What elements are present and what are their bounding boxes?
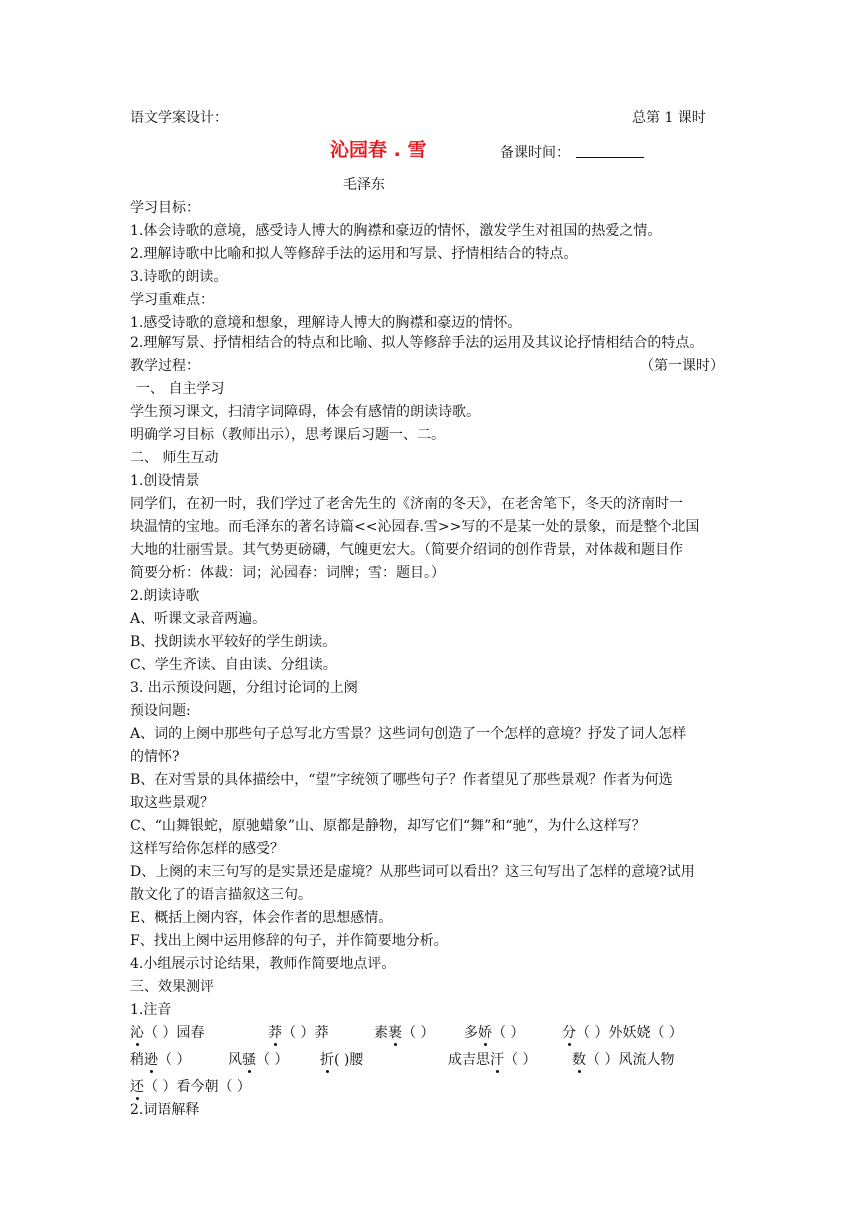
question-line: D、上阕的末三句写的是实景还是虚境？从那些词可以看出？这三句写出了怎样的意境?试用 [130, 864, 695, 880]
pinyin-item [374, 1024, 434, 1042]
pinyin-prefix: 多 [464, 1025, 478, 1041]
reading-step: B、找朗读水平较好的学生朗读。 [130, 634, 337, 650]
pinyin-blank: （ ）风流人物 [586, 1052, 675, 1068]
section1-line: 明确学习目标（教师出示），思考课后习题一、二。 [130, 427, 445, 443]
pinyin-item [130, 1051, 190, 1069]
pinyin-item [130, 1078, 251, 1096]
section1-heading: 一、 自主学习 [136, 381, 225, 397]
section1-line: 学生预习课文，扫清字词障碍，体会有感情的朗读诗歌。 [130, 404, 480, 420]
dotted-char: 娇 [478, 1025, 492, 1041]
goals-heading: 学习目标： [130, 200, 200, 216]
goal-line: 2.理解诗歌中比喻和拟人等修辞手法的运用和写景、抒情相结合的特点。 [130, 246, 578, 262]
pinyin-prefix: 风 [228, 1052, 242, 1068]
prep-time-label: 备课时间： [500, 145, 570, 161]
page-title: 沁园春 . 雪 [330, 139, 427, 161]
section2-paragraph-line: 大地的壮丽雪景。其气势更磅礴，气魄更宏大。（简要介绍词的创作背景，对体裁和题目作 [130, 542, 683, 558]
pinyin-item [130, 1024, 204, 1042]
pinyin-item [562, 1024, 683, 1042]
preset-label: 预设问题: [130, 703, 191, 719]
question-line: C、“山舞银蛇，原驰蜡象”山、原都是静物，却写它们“舞”和“驰”，为什么这样写？ [130, 818, 646, 834]
key-point-line: 2.理解写景、抒情相结合的特点和比喻、拟人等修辞手法的运用及其议论抒情相结合的特点。 [130, 335, 704, 351]
pinyin-blank: （ ） [256, 1052, 289, 1068]
question-line: B、在对雪景的具体描绘中，“望”字统领了哪些句子？作者望见了那些景观？作者为何选 [130, 772, 673, 788]
pinyin-blank: （ ）园春 [144, 1025, 205, 1041]
goal-line: 1.体会诗歌的意境，感受诗人博大的胸襟和豪迈的情怀，激发学生对祖国的热爱之情。 [130, 223, 662, 239]
section2-sub1-heading: 1.创设情景 [130, 473, 200, 489]
dotted-char: 莽 [268, 1025, 282, 1041]
key-point-line: 1.感受诗歌的意境和想象，理解诗人博大的胸襟和豪迈的情怀。 [130, 315, 522, 331]
pinyin-blank: （ ） [158, 1052, 191, 1068]
dotted-char: 逊 [144, 1052, 158, 1068]
key-heading: 学习重难点： [130, 292, 214, 308]
pinyin-item [228, 1051, 288, 1069]
section3-sub1-heading: 1.注音 [130, 1002, 172, 1018]
pinyin-item [320, 1051, 363, 1069]
question-line: A、词的上阕中那些句子总写北方雪景？这些词句创造了一个怎样的意境？抒发了词人怎样 [130, 726, 687, 742]
header-left: 语文学案设计： [130, 110, 228, 126]
section2-heading: 二、 师生互动 [130, 450, 219, 466]
author: 毛泽东 [343, 177, 385, 193]
dotted-char: 数 [572, 1052, 586, 1068]
pinyin-blank: （ ）莽 [282, 1025, 329, 1041]
dotted-char: 折 [320, 1052, 334, 1068]
section3-heading: 三、效果测评 [130, 979, 214, 995]
pinyin-prefix: 成吉思 [448, 1052, 490, 1068]
question-line: 取这些景观？ [130, 795, 214, 811]
dotted-char: 沁 [130, 1025, 144, 1041]
pinyin-blank: （ ） [402, 1025, 435, 1041]
dotted-char: 汗 [490, 1052, 504, 1068]
pinyin-blank: ( )腰 [334, 1052, 364, 1068]
section2-paragraph-line: 同学们，在初一时，我们学过了老舍先生的《济南的冬天》，在老舍笔下，冬天的济南时一 [130, 496, 683, 512]
pinyin-item [448, 1051, 536, 1069]
pinyin-blank: （ ）外妖娆（ ） [576, 1025, 683, 1041]
section2-paragraph-line: 块温情的宝地。而毛泽东的著名诗篇<<沁园春.雪>>写的不是某一处的景象，而是整个北国 [130, 519, 700, 535]
pinyin-blank: （ ） [492, 1025, 525, 1041]
dotted-char: 骚 [242, 1052, 256, 1068]
pinyin-blank: （ ） [504, 1052, 537, 1068]
pinyin-item [464, 1024, 524, 1042]
section3-sub2-heading: 2.词语解释 [130, 1102, 200, 1118]
question-line: 散文化了的语言描叙这三句。 [130, 887, 312, 903]
question-line: 的情怀? [130, 749, 180, 765]
section2-sub2-heading: 2.朗读诗歌 [130, 588, 200, 604]
section2-sub4: 4.小组展示讨论结果，教师作简要地点评。 [130, 956, 396, 972]
prep-time-blank [576, 157, 644, 158]
reading-step: C、学生齐读、自由读、分组读。 [130, 657, 337, 673]
question-line: E、概括上阕内容，体会作者的思想感情。 [130, 910, 393, 926]
pinyin-item [572, 1051, 674, 1069]
question-line: 这样写给你怎样的感受？ [130, 841, 284, 857]
section2-paragraph-line: 简要分析：体裁：词；沁园春：词牌；雪：题目。） [130, 565, 445, 581]
lesson-label: （第一课时） [640, 358, 724, 374]
pinyin-prefix: 稍 [130, 1052, 144, 1068]
process-heading: 教学过程： [130, 358, 200, 374]
dotted-char: 还 [130, 1079, 144, 1095]
goal-line: 3.诗歌的朗读。 [130, 269, 228, 285]
pinyin-item [268, 1024, 328, 1042]
pinyin-blank: （ ）看今朝（ ） [144, 1079, 251, 1095]
dotted-char: 裹 [388, 1025, 402, 1041]
reading-step: A、听课文录音两遍。 [130, 611, 267, 627]
header-right: 总第 1 课时 [632, 110, 706, 126]
question-line: F、找出上阕中运用修辞的句子，并作简要地分析。 [130, 933, 448, 949]
pinyin-prefix: 素 [374, 1025, 388, 1041]
section2-sub3-heading: 3. 出示预设问题，分组讨论词的上阕 [130, 680, 358, 696]
dotted-char: 分 [562, 1025, 576, 1041]
